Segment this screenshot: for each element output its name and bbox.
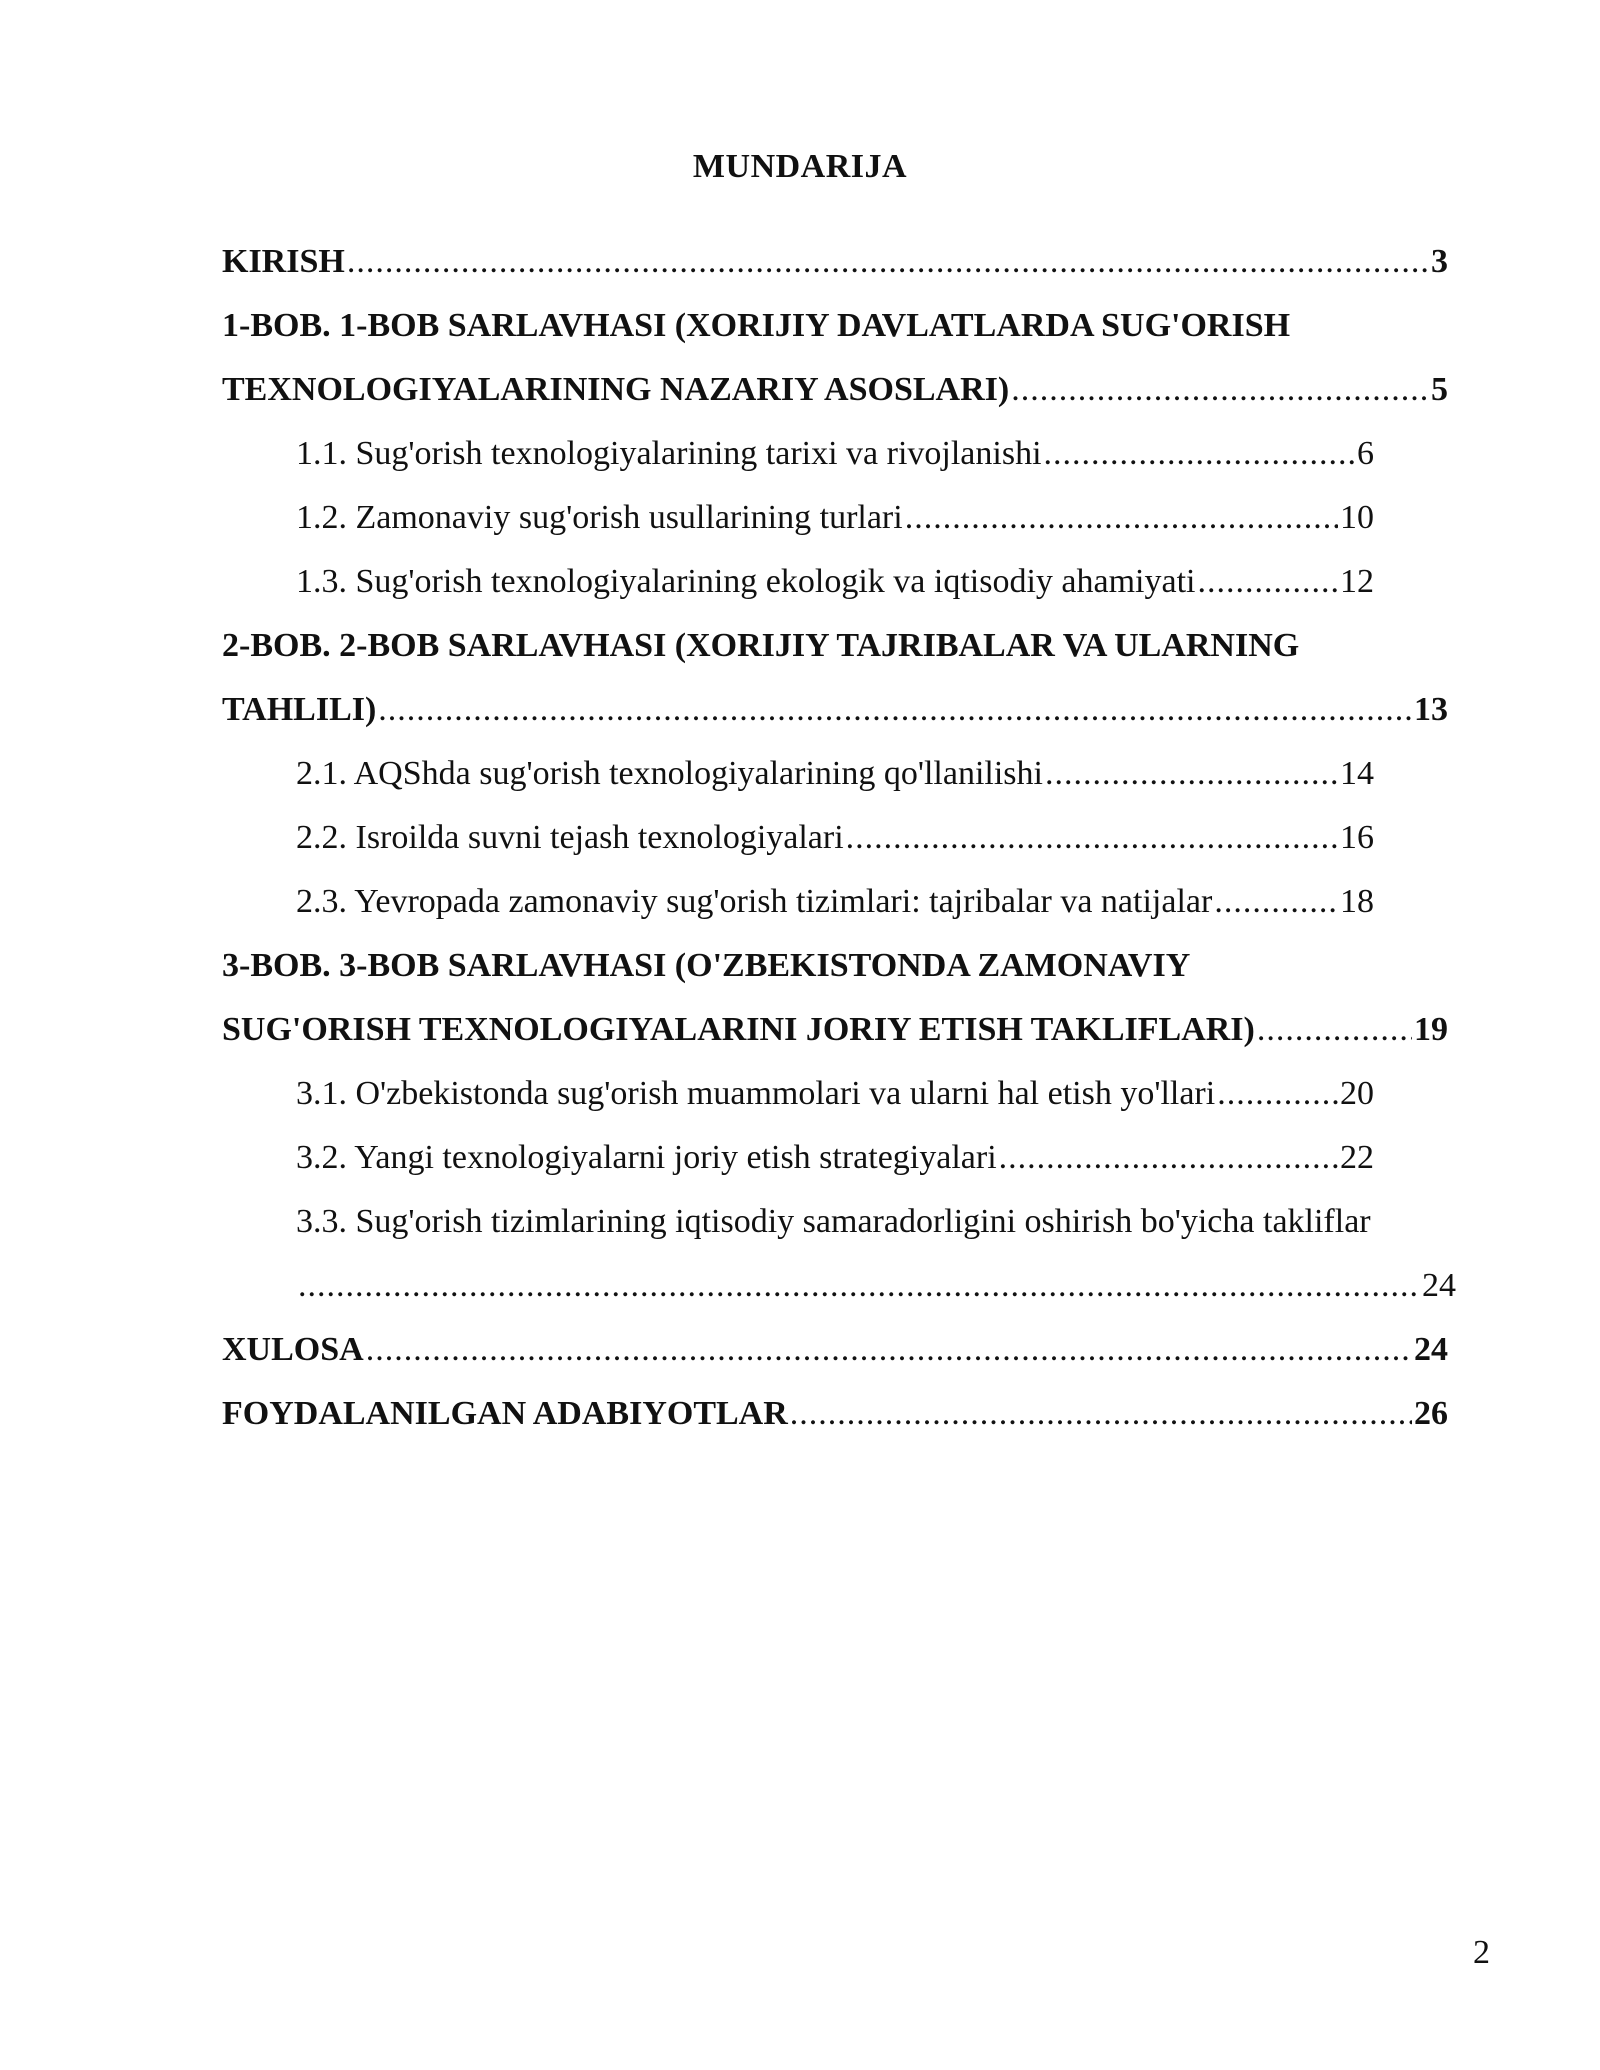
toc-entry-section[interactable] [296,1062,1374,1126]
dot-leader [1214,870,1338,934]
toc-entry-page: 20 [1340,1075,1374,1112]
toc-entry-chapter[interactable] [222,1318,1448,1382]
dot-leader [1217,1062,1338,1126]
toc-entry-title-line: 2-BOB. 2-BOB SARLAVHASI (XORIJIY TAJRIBALAR VA ULARNING [222,627,1300,664]
toc-entry-title: 3.2. Yangi texnologiyalarni joriy etish strategiyalari [296,1139,997,1176]
toc-entry-title: KIRISH [222,243,345,280]
toc-entry-section[interactable] [296,486,1374,550]
dot-leader [846,806,1338,870]
page-title: MUNDARIJA [692,148,908,185]
toc-entry-page: 22 [1340,1139,1374,1176]
dot-leader [1044,422,1355,486]
toc-entry-page: 14 [1340,755,1374,792]
toc-entry-title: TAHLILI) [222,691,377,728]
toc-entry-chapter[interactable] [222,934,1448,1062]
toc-entry-page: 26 [1414,1395,1448,1432]
toc-entry-title: SUG'ORISH TEXNOLOGIYALARINI JORIY ETISH TAKLIFLARI) [222,1011,1255,1048]
toc-entry-title: FOYDALANILGAN ADABIYOTLAR [222,1395,788,1432]
toc-entry-leader-line [222,1318,1448,1382]
toc-entry-section[interactable] [296,742,1374,806]
toc-entry-chapter[interactable] [222,294,1448,422]
toc-entry-title: 3.1. O'zbekistonda sug'orish muammolari va ularni hal etish yo'llari [296,1075,1216,1112]
toc-entry-title: 2.3. Yevropada zamonaviy sug'orish tizimlari: tajribalar va natijalar [296,883,1213,920]
toc-entry-page: 19 [1414,1011,1448,1048]
toc-entry-page: 18 [1340,883,1374,920]
toc-entry-page: 24 [1414,1331,1448,1368]
dot-leader [1197,550,1338,614]
toc-entry-leader-line [296,422,1374,486]
dot-leader [790,1382,1412,1446]
toc-entry-page: 12 [1340,563,1374,600]
toc-entry-leader-line [296,550,1374,614]
toc-entry-title: 1.1. Sug'orish texnologiyalarining tarixi va rivojlanishi [296,435,1042,472]
toc-entry-leader-line [222,678,1448,742]
page-number: 2 [1473,1934,1490,1971]
dot-leader [1011,358,1429,422]
toc-entry-leader-line [296,486,1374,550]
toc-entry-leader-line [296,1126,1374,1190]
dot-leader [1257,998,1412,1062]
dot-leader [905,486,1338,550]
toc-entry-section[interactable] [296,1190,1456,1318]
toc-entry-page: 3 [1431,243,1448,280]
toc-entry-leader-line [222,1382,1448,1446]
toc-entry-page: 6 [1357,435,1374,472]
toc-entry-leader-line [222,230,1448,294]
dot-leader [347,230,1429,294]
toc-entry-page: 16 [1340,819,1374,856]
toc-entry-page: 24 [1422,1267,1456,1304]
dot-leader [999,1126,1338,1190]
toc-entry-section[interactable] [296,870,1374,934]
toc-entry-chapter[interactable] [222,230,1448,294]
toc-entry-title: XULOSA [222,1331,364,1368]
toc-entry-leader-line [222,358,1448,422]
toc-entry-title: 1.2. Zamonaviy sug'orish usullarining turlari [296,499,903,536]
dot-leader [378,678,1412,742]
toc-entry-title: 2.2. Isroilda suvni tejash texnologiyalari [296,819,844,856]
toc-entry-leader-line [296,742,1374,806]
toc-entry-title-line: 1-BOB. 1-BOB SARLAVHASI (XORIJIY DAVLATLARDA SUG'ORISH [222,307,1291,344]
toc-entry-page: 10 [1340,499,1374,536]
toc-entry-section[interactable] [296,1126,1374,1190]
dot-leader [366,1318,1412,1382]
table-of-contents [222,230,1456,1446]
toc-entry-title: 1.3. Sug'orish texnologiyalarining ekologik va iqtisodiy ahamiyati [296,563,1196,600]
dot-leader [298,1254,1420,1318]
toc-entry-title: TEXNOLOGIYALARINING NAZARIY ASOSLARI) [222,371,1010,408]
toc-entry-title-line: 3-BOB. 3-BOB SARLAVHASI (O'ZBEKISTONDA ZAMONAVIY [222,947,1191,984]
toc-entry-chapter[interactable] [222,614,1448,742]
toc-entry-leader-line [296,1254,1456,1318]
toc-entry-section[interactable] [296,422,1374,486]
toc-entry-title: 2.1. AQShda sug'orish texnologiyalarining qo'llanilishi [296,755,1043,792]
toc-entry-section[interactable] [296,806,1374,870]
dot-leader [1045,742,1338,806]
toc-entry-page: 5 [1431,371,1448,408]
toc-entry-title-line: 3.3. Sug'orish tizimlarining iqtisodiy samaradorligini oshirish bo'yicha takliflar [296,1203,1371,1240]
toc-entry-chapter[interactable] [222,1382,1448,1446]
toc-entry-leader-line [222,998,1448,1062]
toc-entry-section[interactable] [296,550,1374,614]
toc-entry-leader-line [296,870,1374,934]
toc-entry-page: 13 [1414,691,1448,728]
toc-entry-leader-line [296,1062,1374,1126]
toc-entry-leader-line [296,806,1374,870]
